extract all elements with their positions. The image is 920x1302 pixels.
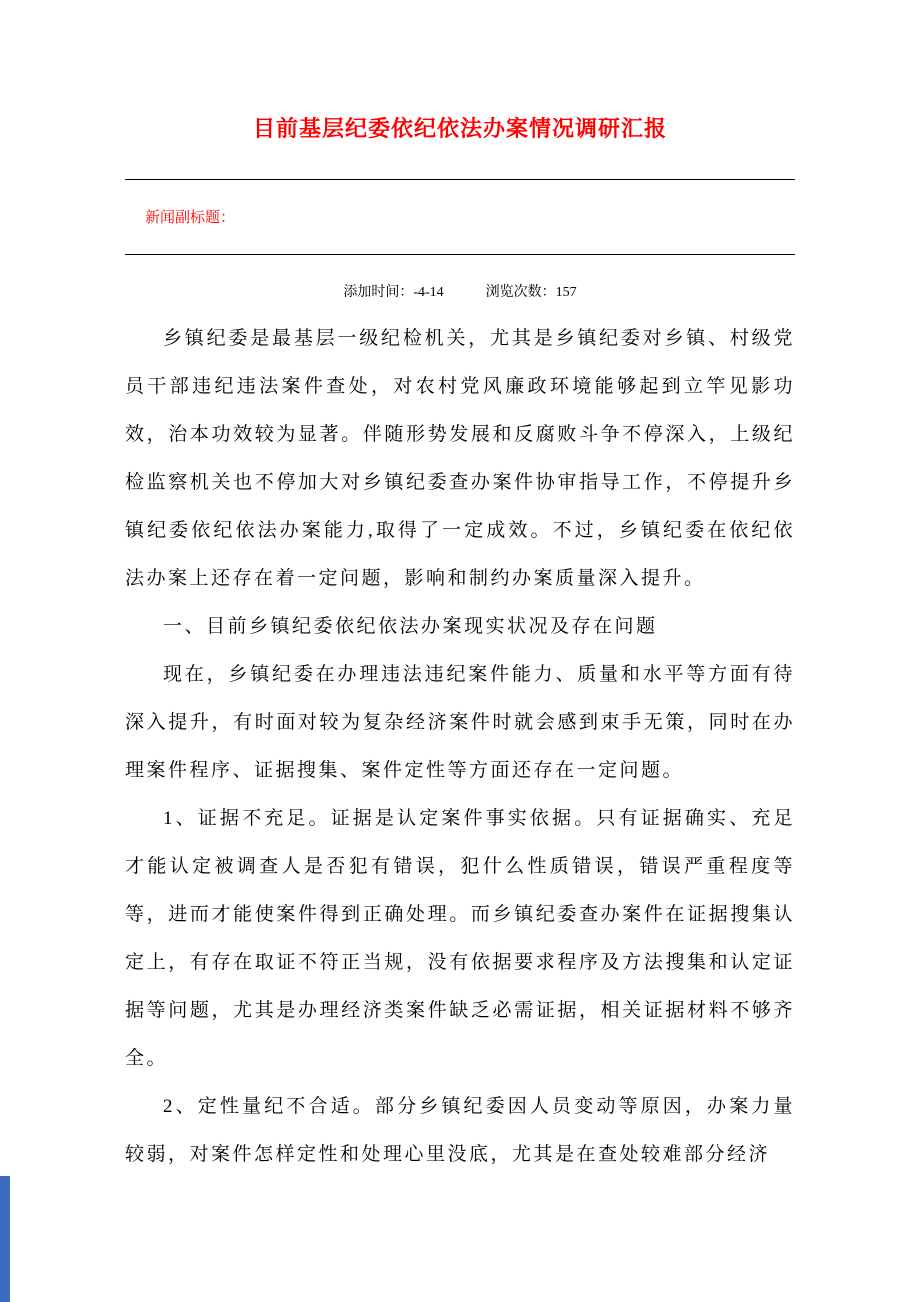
added-time-label: 添加时间：	[343, 285, 414, 300]
left-edge-accent-bar	[0, 1176, 10, 1302]
view-count	[486, 285, 577, 300]
paragraph-overview: 现在，乡镇纪委在办理违法违纪案件能力、质量和水平等方面有待深入提升，有时面对较为复杂经济案件时就会感到束手无策，同时在办理案件程序、证据搜集、案件定性等方面还存在一定问题。	[125, 664, 795, 781]
paragraph-section-heading: 一、目前乡镇纪委依纪依法办案现实状况及存在问题	[163, 616, 658, 637]
paragraph-intro: 乡镇纪委是最基层一级纪检机关，尤其是乡镇纪委对乡镇、村级党员干部违纪违法案件查处，对农村党风廉政环境能够起到立竿见影功效，治本功效较为显著。伴随形势发展和反腐败斗争不停深入，上级纪检监察机关也不停加大对乡镇纪委查办案件协审指导工作，不停提升乡镇纪委依纪依法办案能力,取得了一定成效。不过，乡镇纪委在依纪依法办案上还存在着一定问题，影响和制约办案质量深入提升。	[125, 328, 795, 589]
document-page	[125, 0, 795, 1179]
added-time	[343, 285, 443, 300]
document-title: 目前基层纪委依纪依法办案情况调研汇报	[252, 116, 667, 141]
document-body	[125, 315, 795, 1179]
meta-line	[125, 281, 795, 301]
paragraph-point-1: 1、证据不充足。证据是认定案件事实依据。只有证据确实、充足才能认定被调查人是否犯有错误，犯什么性质错误，错误严重程度等等，进而才能使案件得到正确处理。而乡镇纪委查办案件在证据搜集认定上，有存在取证不符正当规，没有依据要求程序及方法搜集和认定证据等问题，尤其是办理经济类案件缺乏必需证据，相关证据材料不够齐全。	[125, 808, 795, 1069]
paragraph-point-2: 2、定性量纪不合适。部分乡镇纪委因人员变动等原因，办案力量较弱，对案件怎样定性和处理心里没底，尤其是在查处较难部分经济	[125, 1096, 795, 1165]
added-time-value: -4-14	[413, 285, 444, 300]
view-count-value: 157	[555, 285, 577, 300]
subtitle-label: 新闻副标题：	[145, 209, 236, 226]
divider-bottom	[125, 254, 795, 255]
view-count-label: 浏览次数：	[485, 285, 556, 300]
divider-top	[125, 179, 795, 180]
